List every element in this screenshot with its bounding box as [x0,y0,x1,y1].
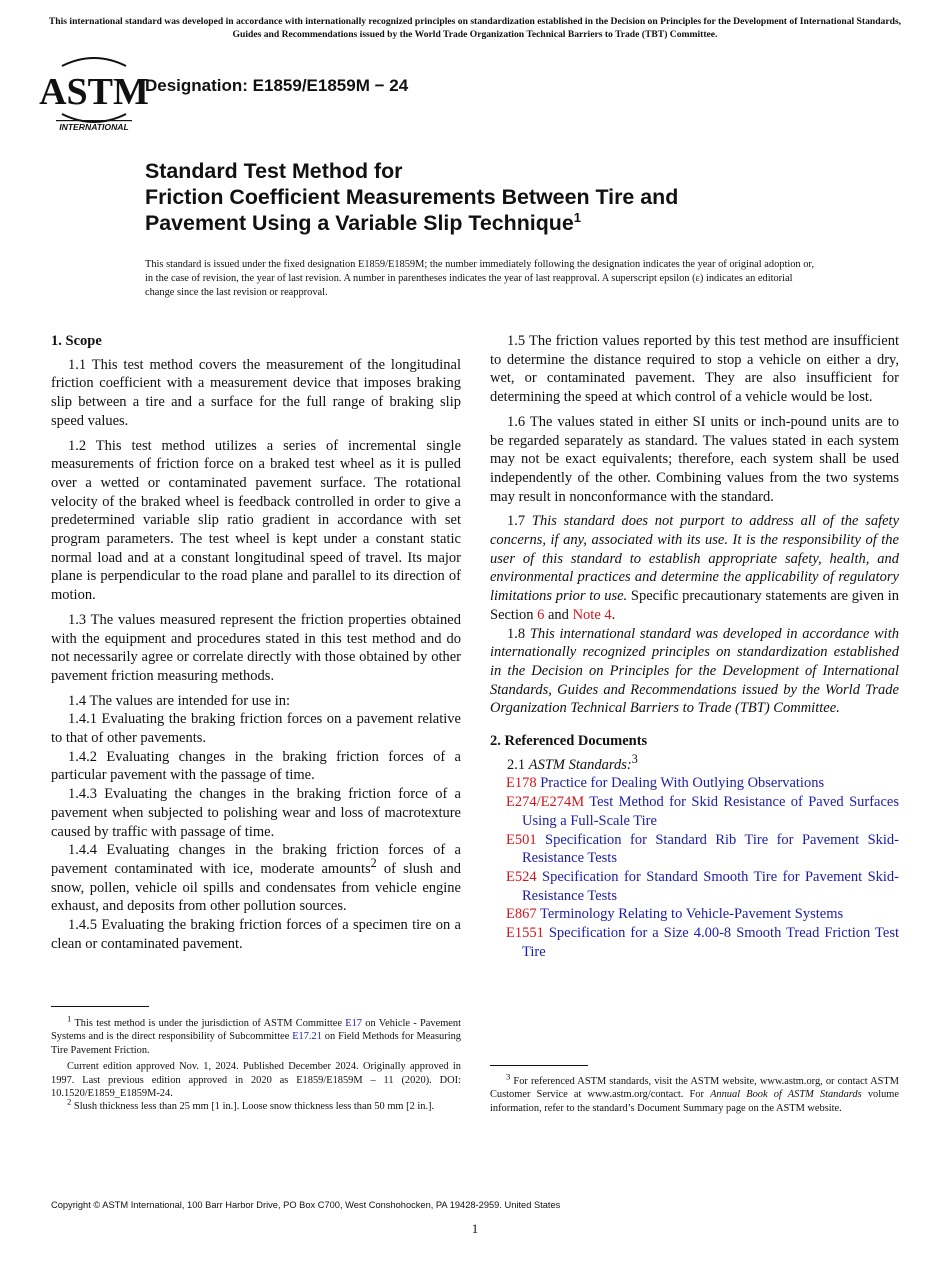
para-1-4-3: 1.4.3 Evaluating the changes in the braking friction force of a pavement when subjected to polishing wear and loss of macrotexture caused by traffic with passage of time. [51,786,461,840]
para-1-5: 1.5 The friction values reported by this test method are insufficient to determine the distance required to stop a vehicle on either a dry, wet, or contaminated pavement. They are also insufficient for determining the speed at which control of a vehicle would be lost. [490,333,899,406]
document-title [145,158,678,236]
para-1-4-5: 1.4.5 Evaluating the braking friction forces of a specimen tire on a clean or contaminated pavement. [51,917,461,952]
designation: Designation: E1859/E1859M − 24 [145,76,409,95]
para-2-1: 2.1 ASTM Standards:$^3$ [507,751,638,773]
footnote-2: $^2$ Slush thickness less than 25 mm [1 in.]. Loose snow thickness less than 50 mm [2 in.]. [67,1096,435,1113]
footnote-divider-right [490,1065,588,1066]
copyright-notice: Copyright © ASTM International, 100 Barr Harbor Drive, PO Box C700, West Conshohocken, PA 19428-2959. United States [51,1200,561,1210]
reference-item[interactable]: E524 Specification for Standard Smooth Tire for Pavement Skid-Resistance Tests [506,868,899,904]
section-6-link[interactable]: 6 [537,606,545,623]
page-number: 1 [471,1221,479,1236]
footnote-3: $^3$ For referenced ASTM standards, visit the ASTM website, www.astm.org, or contact ASTM Customer Service at www.astm.org/contact. For Annual Book of ASTM Standards volume information, refer to the standard’s Document Summary page on the ASTM website. [490,1071,899,1114]
reference-item[interactable]: E1551 Specification for a Size 4.00-8 Smooth Tread Friction Test Tire [506,925,899,960]
note-4-link[interactable]: Note 4 [572,606,612,623]
para-1-4-1: 1.4.1 Evaluating the braking friction forces on a pavement relative to that of other pavements. [51,711,461,747]
para-1-1: 1.1 This test method covers the measurement of the longitudinal friction coefficient with a measurement device that imposes braking slip between a tire and a surface for the full range of braking slip speed values. [51,356,461,429]
para-1-7: 1.7 This standard does not purport to address all of the safety concerns, if any, associated with its use. It is the responsibility of the user of this standard to establish appropriate safety, health, and environmental practices and determine the applicability of regulatory limitations prior to use. Specific precautionary statements are given in Section 6 and Note 4. [490,513,900,623]
right-column [490,332,899,962]
footnote-1: $^1$ This test method is under the jurisdiction of ASTM Committee E17 on Vehicle - Pavement Systems and is the direct responsibility of Subcommittee E17.21 on Field Methods for Measuring Tire Pavement Friction. [51,1013,461,1056]
wto-notice: This international standard was developed in accordance with internationally recognized principles on standardization established in the Decision on Principles for the Development of International Standards, Guides and Recommendations issued by the World Trade Organization Technical Barriers to Trade (TBT) Committee. [48,16,902,40]
left-column [51,332,461,954]
para-1-4-2: 1.4.2 Evaluating changes in the braking friction forces of a particular pavement with the passage of time. [51,748,461,784]
para-1-8: 1.8 This international standard was developed in accordance with internationally recognized principles on standardization established in the Decision on Principles for the Development of International Standards, Guides and Recommendations issued by the World Trade Organization Technical Barriers to Trade (TBT) Committee. [490,625,899,717]
section-heading-scope: 1. Scope [51,333,102,349]
astm-logo [39,56,149,134]
logo-subtitle: INTERNATIONAL [59,122,129,132]
issued-note: This standard is issued under the fixed designation E1859/E1859M; the number immediately following the designation indicates the year of original adoption or, in the case of revision, the year of last revision. A number in parentheses indicates the year of last reapproval. A superscript epsilon (ε) indicates an editorial change since the last revision or reapproval. [145,259,815,299]
footnotes-right [490,1071,899,1115]
footnotes-left [51,1013,461,1114]
para-1-4: 1.4 The values are intended for use in: [68,692,290,709]
logo-wordmark: ASTM [39,71,149,113]
para-1-3: 1.3 The values measured represent the friction properties obtained with the equipment and procedures stated in this test method and do not necessarily agree or correlate directly with those obtained by other pavement friction measuring methods. [51,611,461,684]
edition-note: Current edition approved Nov. 1, 2024. Published December 2024. Originally approved in 1997. Last previous edition approved in 2020 as E1859/E1859M – 11 (2020). DOI: 10.1520/E1859_E1859M-24. [51,1061,461,1100]
title-footnote-marker: 1 [573,209,581,225]
subcommittee-e17-21-link[interactable]: E17.21 [292,1031,322,1043]
committee-e17-link[interactable]: E17 [345,1018,362,1029]
footnote-divider-left [51,1006,149,1007]
para-1-4-4: 1.4.4 Evaluating changes in the braking friction forces of a pavement contaminated with ice, moderate amounts$^2$ of slush and snow, pollen, vehicle oil spills and condensates from vehicle engine exhaust, and deposits from other pollution sources. [51,842,461,915]
title-line-1: Standard Test Method for [145,159,403,183]
footnote-marker-2: 2 [370,856,377,871]
reference-item[interactable]: E274/E274M Test Method for Skid Resistance of Paved Surfaces Using a Full-Scale Tire [506,794,899,829]
reference-item[interactable]: E501 Specification for Standard Rib Tire for Pavement Skid-Resistance Tests [506,831,899,867]
section-heading-referenced-documents: 2. Referenced Documents [490,733,648,750]
title-line-2: Friction Coefficient Measurements Between Tire and [145,185,679,209]
reference-item[interactable]: E867 Terminology Relating to Vehicle-Pavement Systems [506,906,844,923]
reference-item[interactable]: E178 Practice for Dealing With Outlying Observations [506,775,825,792]
para-1-2: 1.2 This test method utilizes a series of incremental single measurements of friction force on a braked test wheel as it is pulled over a wetted or contaminated pavement surface. The rotational velocity of the braked wheel is feedback controlled in order to give a predetermined variable slip ratio gradient in accordance with set program parameters. The test wheel is kept under a constant static normal load and at a constant longitudinal speed of travel. Its major plane is perpendicular to the road plane and parallel to its direction of motion. [51,437,461,604]
title-line-3: Pavement Using a Variable Slip Technique [145,211,574,235]
para-1-6: 1.6 The values stated in either SI units or inch-pound units are to be regarded separately as standard. The values stated in each system may not be exact equivalents; therefore, each system shall be used independently of the other. Combining values from the two systems may result in nonconformance with the standard. [490,413,899,505]
